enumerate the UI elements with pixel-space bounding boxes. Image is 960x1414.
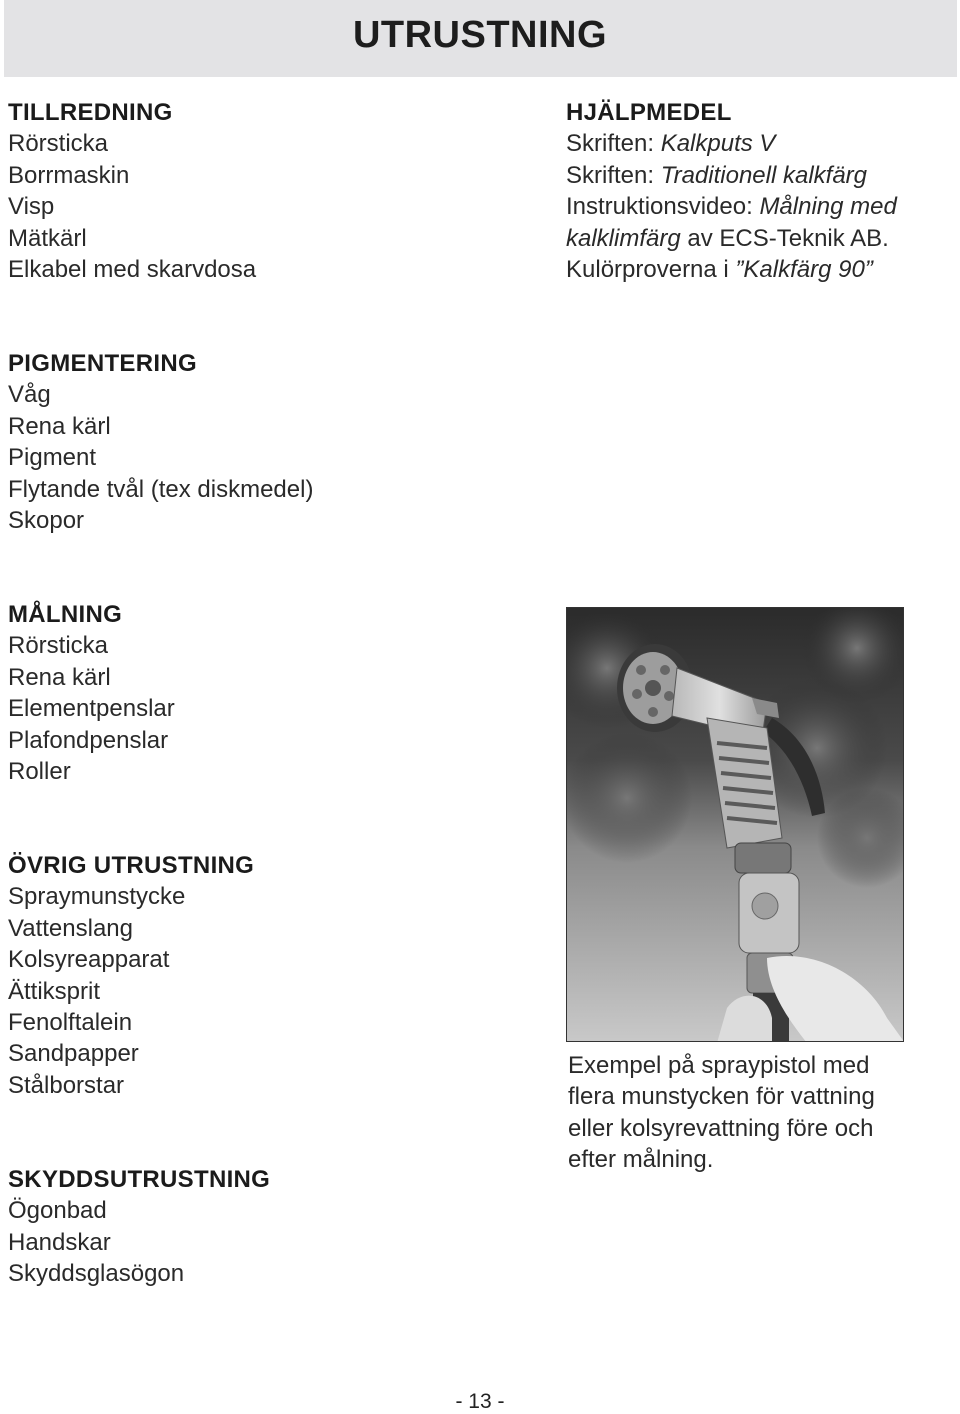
section-title-skydd: SKYDDSUTRUSTNING [8, 1166, 271, 1193]
section-hjalpmedel [566, 97, 897, 285]
section-pigmentering [8, 348, 313, 536]
reference-title: Kalkputs V [660, 130, 776, 158]
list-item: Borrmaskin [8, 161, 130, 189]
list-item: Handskar [8, 1228, 111, 1256]
list-item: Rena kärl [8, 663, 111, 691]
reference-line [566, 160, 897, 191]
section-malning [8, 599, 175, 787]
caption-line: Exempel på spraypistol med [568, 1052, 870, 1079]
list-item: Spraymunstycke [8, 883, 186, 911]
reference-prefix: Skriften: [566, 130, 661, 158]
list-item: Stålborstar [8, 1071, 125, 1099]
list-item: Ättiksprit [8, 977, 101, 1005]
page-title: UTRUSTNING [352, 14, 608, 56]
section-title-hjalpmedel: HJÄLPMEDEL [566, 99, 732, 126]
reference-line [566, 254, 897, 285]
list-item: Skyddsglasögon [8, 1260, 185, 1288]
list-item: Plafondpenslar [8, 726, 169, 754]
reference-title: Traditionell kalkfärg [660, 161, 868, 189]
reference-line [566, 128, 897, 159]
list-item: Elementpenslar [8, 695, 175, 723]
reference-line [566, 223, 897, 254]
list-item: Våg [8, 381, 51, 409]
caption-line: efter målning. [568, 1146, 714, 1174]
list-item: Flytande tvål (tex diskmedel) [8, 475, 314, 503]
list-item: Skopor [8, 507, 85, 535]
reference-prefix: Kulörproverna i [566, 256, 736, 284]
reference-title: kalklimfärg [566, 224, 681, 252]
list-item: Pigment [8, 444, 97, 472]
list-item: Visp [8, 193, 55, 221]
list-item: Rörsticka [8, 632, 109, 660]
reference-title: ”Kalkfärg 90” [735, 256, 873, 284]
reference-prefix: Instruktionsvideo: [566, 193, 760, 221]
list-item: Rena kärl [8, 412, 111, 440]
list-item: Roller [8, 758, 71, 786]
list-item: Mätkärl [8, 224, 87, 252]
section-skyddsutrustning [8, 1164, 270, 1290]
section-title-tillredning: TILLREDNING [8, 99, 173, 126]
section-tillredning [8, 97, 256, 285]
spray-pistol-illustration [567, 608, 904, 1042]
photo-caption [568, 1050, 928, 1176]
section-title-malning: MÅLNING [8, 601, 123, 628]
list-item: Elkabel med skarvdosa [8, 256, 257, 284]
spray-pistol-photo [566, 607, 904, 1042]
list-item: Vattenslang [8, 914, 133, 942]
list-item: Sandpapper [8, 1040, 139, 1068]
list-item: Kolsyreapparat [8, 946, 170, 974]
reference-line [566, 191, 897, 222]
page-number: - 13 - [455, 1390, 505, 1413]
list-item: Fenolftalein [8, 1009, 133, 1037]
list-item: Rörsticka [8, 130, 109, 158]
reference-title: Målning med [759, 193, 897, 221]
reference-prefix: Skriften: [566, 161, 661, 189]
reference-suffix: av ECS-Teknik AB. [680, 224, 889, 252]
section-title-pigmentering: PIGMENTERING [8, 350, 197, 377]
list-item: Ögonbad [8, 1197, 107, 1225]
caption-line: eller kolsyrevattning före och [568, 1114, 874, 1142]
section-title-ovrig: ÖVRIG UTRUSTNING [8, 852, 255, 879]
section-ovrig-utrustning [8, 850, 254, 1101]
caption-line: flera munstycken för vattning [568, 1083, 875, 1111]
